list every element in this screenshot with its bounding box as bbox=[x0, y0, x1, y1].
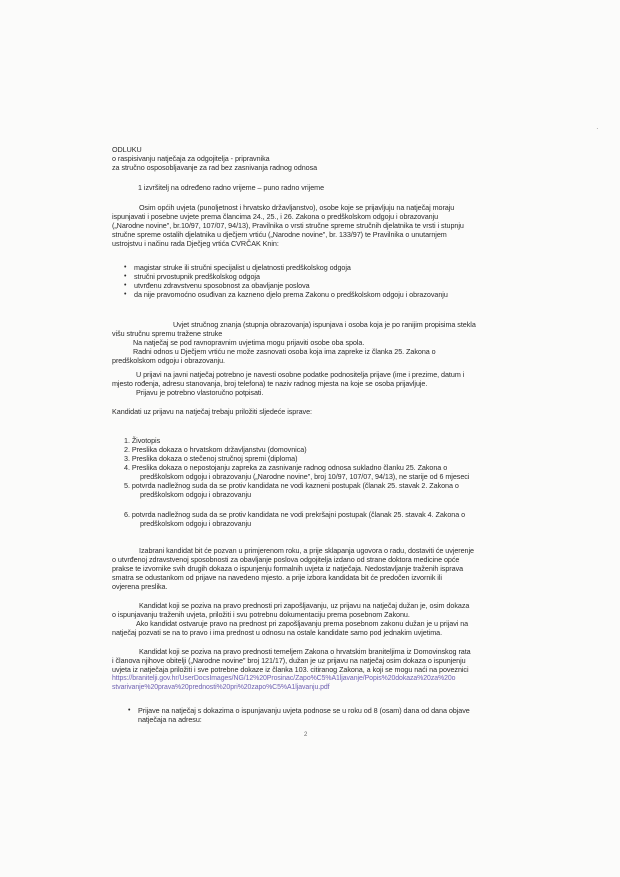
conditions-line: višu stručnu spremu tražene struke bbox=[112, 329, 223, 338]
veterans-line: i članova njihove obitelji („Narodne novine" broj 121/17), dužan je uz prijavu na natječaj osim dokaza o ispunjenju bbox=[112, 656, 466, 665]
priority-line: o ispunjavanju traženih uvjeta, priložiti i svu potrebnu dokumentaciju prema posebnom Zakonu. bbox=[112, 610, 410, 619]
conditions-line: predškolskom odgoju i obrazovanju. bbox=[112, 356, 225, 365]
intro-line: ispunjavati i posebne uvjete prema člancima 24., 25., i 26. Zakona o predškolskom odgoju i obrazovanju bbox=[112, 212, 439, 221]
conditions-line: Radni odnos u Dječjem vrtiću ne može zasnovati osoba koja ima zapreke iz članka 25. Zakona o bbox=[133, 347, 436, 356]
documents-intro: Kandidati uz prijavu na natječaj trebaju priložiti sljedeće isprave: bbox=[112, 407, 312, 416]
veterans-line: uvjeta iz natječaja priložiti i sve potrebne dokaze iz članka 103. citiranog Zakona, a koji se mogu naći na poveznici bbox=[112, 665, 469, 674]
application-info-line: Prijavu je potrebno vlastoručno potpisati. bbox=[136, 388, 264, 397]
decision-title: ODLUKU bbox=[112, 145, 142, 154]
bullet-dot-icon: • bbox=[124, 291, 127, 298]
document-item: 6. potvrda nadležnog suda da se protiv kandidata ne vodi prekršajni postupak (članak 25. stavak 4. Zakona o bbox=[124, 510, 466, 519]
veterans-link[interactable]: https://branitelji.gov.hr/UserDocsImages/NG/12%20Prosinac/Zapo%C5%A1ljavanje/Popis%20dokaza%20za%20o bbox=[112, 675, 456, 682]
decision-subtitle-2: za stručno osposobljavanje za rad bez zasnivanja radnog odnosa bbox=[112, 163, 318, 172]
document-item: predškolskom odgoju i obrazovanju bbox=[140, 519, 252, 528]
deadline-line: Prijave na natječaj s dokazima o ispunjavanju uvjeta podnose se u roku od 8 (osam) dana od dana objave bbox=[138, 706, 470, 715]
deadline-line: natječaja na adresu: bbox=[138, 715, 202, 724]
application-info-line: U prijavi na javni natječaj potrebno je navesti osobne podatke podnositelja prijave (ime i prezime, datum i bbox=[136, 370, 465, 379]
document-item: 4. Preslika dokaza o nepostojanju zapreka za zasnivanje radnog odnosa sukladno članku 25. Zakona o bbox=[124, 463, 448, 472]
selection-line: ovjerena preslika. bbox=[112, 582, 168, 591]
document-item: 2. Preslika dokaza o hrvatskom državljanstvu (domovnica) bbox=[124, 445, 307, 454]
veterans-line: Kandidat koji se poziva na pravo prednosti temeljem Zakona o hrvatskim braniteljima iz Domovinskog rata bbox=[139, 647, 471, 656]
requirement-item: utvrđenu zdravstvenu sposobnost za obavljanje poslova bbox=[134, 281, 310, 290]
intro-line: Osim općih uvjeta (punoljetnost i hrvatsko državljanstvo), osobe koje se prijavljuju na natječaj moraju bbox=[139, 203, 455, 212]
document-item: 3. Preslika dokaza o stečenoj stručnoj spremi (diploma) bbox=[124, 454, 298, 463]
scan-mark: · bbox=[596, 124, 599, 133]
requirement-item: stručni prvostupnik predškolskog odgoja bbox=[134, 272, 260, 281]
selection-line: prakse te izvornike svih drugih dokaza o ispunjenju formalnih uvjeta iz natječaja. Nedostavljanje traženih isprava bbox=[112, 564, 464, 573]
application-info-line: mjesto rođenja, adresu stanovanja, broj telefona) te naziv radnog mjesta na koje se osoba prijavljuje. bbox=[112, 379, 428, 388]
bullet-dot-icon: • bbox=[124, 282, 127, 289]
conditions-line: Na natječaj se pod ravnopravnim uvjetima mogu prijaviti osobe oba spola. bbox=[133, 338, 365, 347]
selection-line: Izabrani kandidat bit će pozvan u primjerenom roku, a prije sklapanja ugovora o radu, dostaviti će uvjerenje bbox=[139, 546, 475, 555]
intro-line: („Narodne novine", br.10/97, 107/07, 94/13), Pravilnika o vrsti stručne spreme stručnih djelatnika te vrsti i stupnju bbox=[112, 221, 464, 230]
intro-line: stručne spreme ostalih djelatnika u dječjem vrtiću („Narodne novine", br. 133/97) te Pravilnika o unutarnjem bbox=[112, 230, 447, 239]
decision-subtitle-1: o raspisivanju natječaja za odgojitelja - pripravnika bbox=[112, 154, 270, 163]
requirement-item: magistar struke ili stručni specijalist u djelatnosti predškolskog odgoja bbox=[134, 263, 351, 272]
selection-line: smatra se odustankom od prijave na navedeno mjesto. a prije izbora kandidata bit će predočen izvornik ili bbox=[112, 573, 442, 582]
bullet-dot-icon: • bbox=[128, 707, 131, 714]
conditions-line: Uvjet stručnog znanja (stupnja obrazovanja) ispunjava i osoba koja je po ranijim propisima stekla bbox=[173, 320, 476, 329]
document-item: predškolskom odgoju i obrazovanju bbox=[140, 490, 252, 499]
priority-line: Kandidat koji se poziva na pravo prednosti pri zapošljavanju, uz prijavu na natječaj dužan je, osim dokaza bbox=[139, 601, 470, 610]
intro-line: ustrojstvu i načinu rada Dječjeg vrtića CVRČAK Knin: bbox=[112, 239, 279, 248]
requirement-item: da nije pravomoćno osuđivan za kazneno djelo prema Zakonu o predškolskom odgoju i obrazovanju bbox=[134, 290, 448, 299]
bullet-dot-icon: • bbox=[124, 264, 127, 271]
page-number: 2 bbox=[304, 732, 308, 738]
priority-line: Ako kandidat ostvaruje pravo na prednost pri zapošljavanju prema posebnom zakonu dužan je u prijavi na bbox=[136, 619, 469, 628]
document-item: 5. potvrda nadležnog suda da se protiv kandidata ne vodi kazneni postupak (članak 25. stavak 2. Zakona o bbox=[124, 481, 459, 490]
document-item: 1. Životopis bbox=[124, 436, 161, 445]
selection-line: o utvrđenoj zdravstvenoj sposobnosti za obavljanje poslova odgojitelja izdano od strane doktora medicine opće bbox=[112, 555, 460, 564]
priority-line: natječaj pozvati se na to pravo i ima prednost u odnosu na ostale kandidate samo pod jednakim uvjetima. bbox=[112, 628, 443, 637]
document-item: predškolskom odgoju i obrazovanju („Narodne novine", broj 10/97, 107/07, 94/13), ne starije od 6 mjeseci bbox=[140, 472, 470, 481]
veterans-link[interactable]: stvarivanje%20prava%20prednosti%20pri%20zapo%C5%A1ljavanju.pdf bbox=[112, 684, 330, 691]
bullet-dot-icon: • bbox=[124, 273, 127, 280]
position-line: 1 izvršitelj na određeno radno vrijeme – puno radno vrijeme bbox=[138, 183, 325, 192]
